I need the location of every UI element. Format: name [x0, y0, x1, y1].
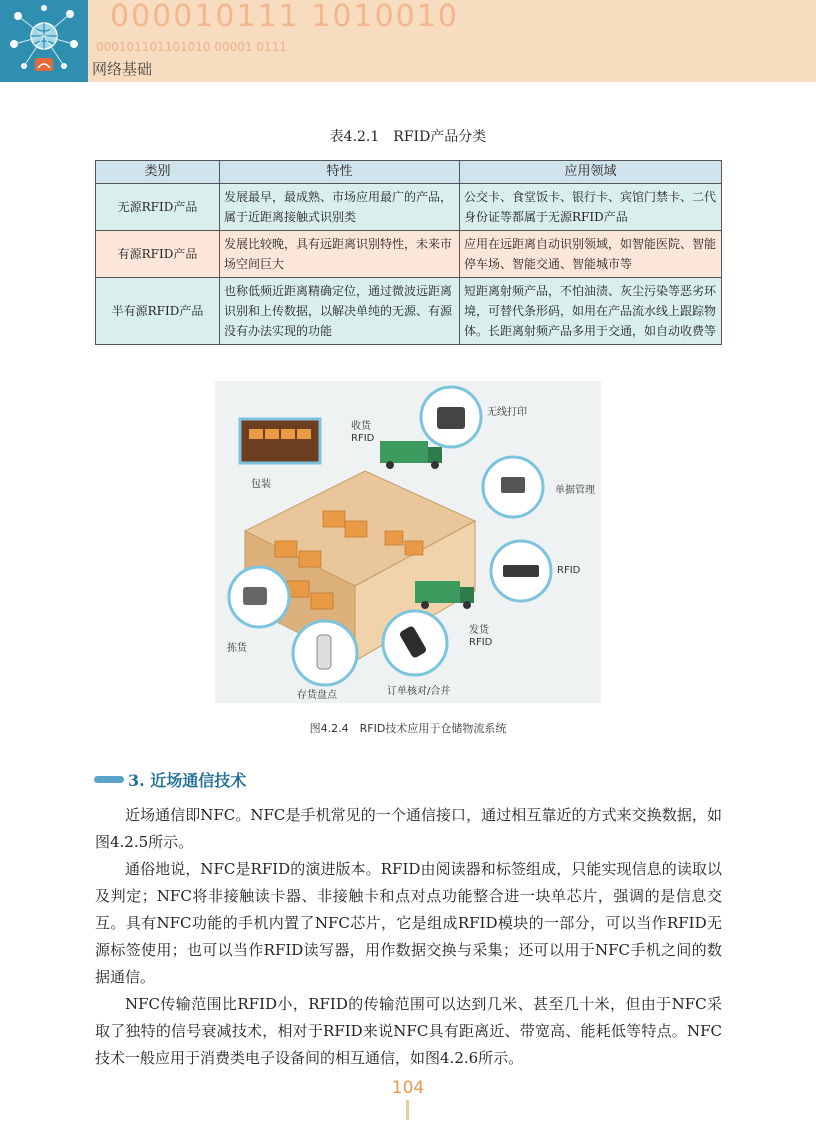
table-cell-category: 半有源RFID产品 — [96, 278, 220, 345]
warehouse-rfid-illustration — [215, 381, 601, 703]
table-row — [96, 278, 722, 345]
paragraph: NFC传输范围比RFID小，RFID的传输范围可以达到几米、甚至几十米，但由于NFC采取了独特的信号衰减技术，相对于RFID来说NFC具有距离近、带宽高、能耗低等特点。NFC技术一般应用于消费类电子设备间的相互通信，如图4.2.6所示。 — [95, 995, 722, 1067]
header-binary-decoration: 000010111 1010010 — [110, 0, 459, 34]
section-body — [95, 802, 722, 1072]
label-picking: 拣货 — [227, 643, 247, 654]
table-row — [96, 184, 722, 231]
table-cell-application: 应用在远距离自动识别领域，如智能医院、智能停车场、智能交通、智能城市等 — [460, 231, 722, 278]
table-cell-feature: 发展比较晚，具有远距离识别特性，未来市场空间巨大 — [220, 231, 460, 278]
table-cell-category: 无源RFID产品 — [96, 184, 220, 231]
table-cell-category: 有源RFID产品 — [96, 231, 220, 278]
table-caption: 表4.2.1 RFID产品分类 — [329, 129, 487, 145]
table-cell-feature: 也称低频近距离精确定位，通过微波远距离识别和上传数据，以解决单纯的无源、有源没有办法实现的功能 — [220, 278, 460, 345]
page-header — [0, 0, 816, 82]
rfid-product-table — [95, 160, 722, 345]
label-rfid: RFID — [557, 565, 581, 576]
label-wireless-print: 无线打印 — [487, 407, 527, 418]
network-globe-icon — [0, 0, 88, 82]
section-title: 3. 近场通信技术 — [128, 771, 247, 790]
table-header-category: 类别 — [96, 161, 220, 184]
section-marker — [94, 776, 124, 783]
label-document-management: 单据管理 — [555, 485, 595, 496]
paragraph: 近场通信即NFC。NFC是手机常见的一个通信接口，通过相互靠近的方式来交换数据，如图4.2.5所示。 — [95, 806, 722, 851]
table-cell-feature: 发展最早，最成熟、市场应用最广的产品，属于近距离接触式识别类 — [220, 184, 460, 231]
table-row — [96, 231, 722, 278]
figure-caption: 图4.2.4 RFID技术应用于仓储物流系统 — [309, 722, 507, 735]
paragraph: 通俗地说，NFC是RFID的演进版本。RFID由阅读器和标签组成，只能实现信息的读取以及判定；NFC将非接触读卡器、非接触卡和点对点功能整合进一块单芯片，强调的是信息交互。具有NFC功能的手机内置了NFC芯片，它是组成RFID模块的一部分，可以当作RFID无源标签使用；也可以当作RFID读写器，用作数据交换与采集；还可以用于NFC手机之间的数据通信。 — [95, 860, 722, 986]
page-number: 104 — [391, 1078, 425, 1098]
warehouse-scene-drawing — [215, 381, 601, 703]
header-binary-small: 000101101101010 00001 0111 — [96, 40, 287, 54]
table-header-feature: 特性 — [220, 161, 460, 184]
table-cell-application: 短距离射频产品，不怕油渍、灰尘污染等恶劣环境，可替代条形码，如用在产品流水线上跟踪物体。长距离射频产品多用于交通，如自动收费等 — [460, 278, 722, 345]
label-ship-rfid: 发货 RFID — [469, 625, 493, 648]
table-cell-application: 公交卡、食堂饭卡、银行卡、宾馆门禁卡、二代身份证等都属于无源RFID产品 — [460, 184, 722, 231]
label-receive-rfid: 收货 RFID — [351, 421, 375, 444]
chapter-title: 网络基础 — [92, 60, 153, 78]
table-header-application: 应用领域 — [460, 161, 722, 184]
label-inventory: 存货盘点 — [297, 690, 337, 701]
label-order-check: 订单核对/合并 — [387, 686, 451, 697]
label-packing: 包装 — [251, 479, 271, 490]
table-header-row — [96, 161, 722, 184]
page-number-decoration — [406, 1100, 409, 1120]
